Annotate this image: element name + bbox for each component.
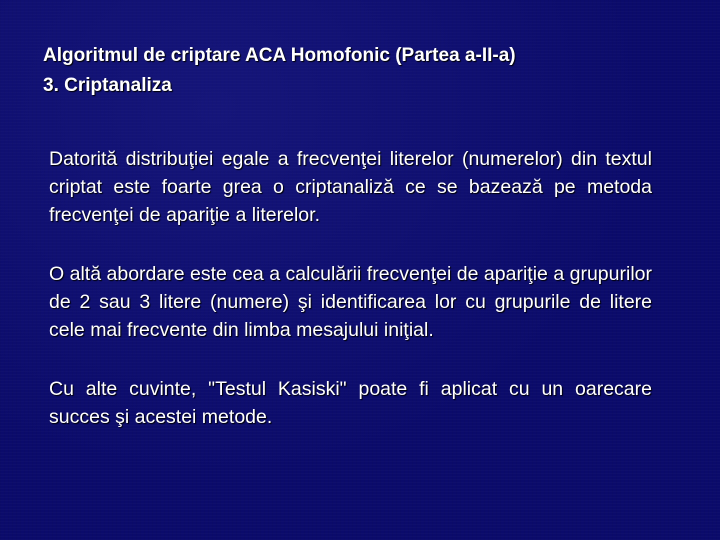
paragraph-frequency-distribution: Datorită distribuţiei egale a frecvenţei literelor (numerelor) din textul criptat este foarte grea o criptanaliză ce se bazează pe metoda frecvenţei de apariţie a literelor. — [49, 148, 652, 226]
paragraph-letter-groups: O altă abordare este cea a calculării frecvenţei de apariţie a grupurilor de 2 sau 3 litere (numere) şi identificarea lor cu grupurile de litere cele mai frecvente din limba mesajului iniţial. — [49, 263, 652, 341]
slide-title: Algoritmul de criptare ACA Homofonic (Partea a-II-a) — [43, 45, 516, 66]
paragraph-kasiski-test: Cu alte cuvinte, "Testul Kasiski" poate fi aplicat cu un oarecare succes şi acestei metode. — [49, 378, 652, 428]
slide-title-block — [43, 41, 683, 101]
section-heading: 3. Criptanaliza — [43, 75, 172, 96]
slide-body — [49, 145, 652, 462]
